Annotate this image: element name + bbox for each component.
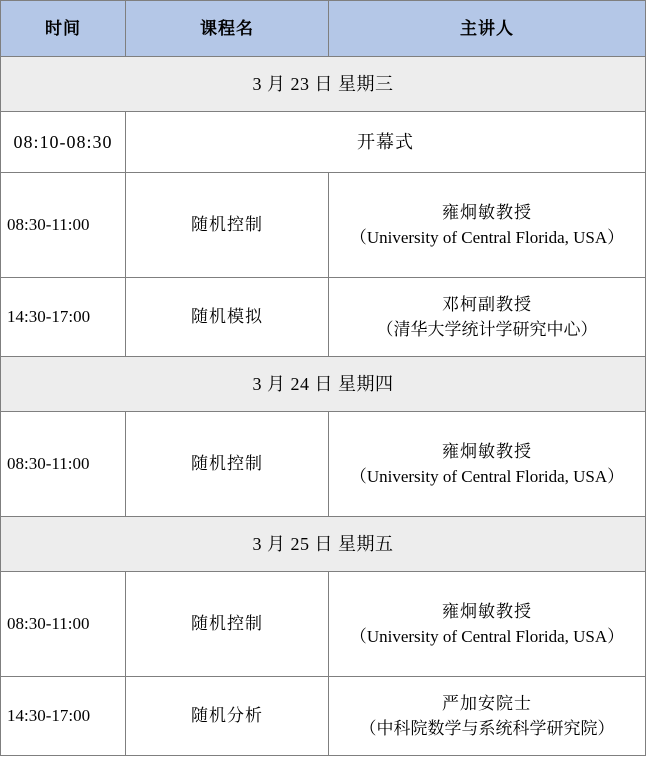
speaker-affiliation: （清华大学统计学研究中心）	[376, 320, 598, 339]
row-course: 随机控制	[126, 572, 329, 677]
day-label: 3 月 25 日 星期五	[1, 517, 646, 572]
table-row	[1, 112, 646, 173]
row-course: 随机分析	[126, 677, 329, 756]
row-time: 14:30-17:00	[1, 677, 126, 756]
speaker-name: 严加安院士	[442, 693, 532, 713]
day-separator-row	[1, 517, 646, 572]
row-speaker	[329, 412, 646, 517]
speaker-name: 雍炯敏教授	[442, 601, 532, 621]
row-course: 随机模拟	[126, 278, 329, 357]
table-row	[1, 173, 646, 278]
speaker-affiliation: （中科院数学与系统科学研究院）	[359, 719, 615, 738]
row-merged-title: 开幕式	[126, 112, 646, 173]
table-header	[1, 1, 646, 57]
column-header-time: 时间	[1, 1, 126, 57]
row-time: 08:30-11:00	[1, 412, 126, 517]
day-separator-row	[1, 57, 646, 112]
row-time: 08:30-11:00	[1, 173, 126, 278]
table-row	[1, 572, 646, 677]
speaker-affiliation: （University of Central Florida, USA）	[349, 627, 625, 646]
header-row	[1, 1, 646, 57]
day-label: 3 月 23 日 星期三	[1, 57, 646, 112]
speaker-name: 雍炯敏教授	[442, 441, 532, 461]
row-speaker	[329, 677, 646, 756]
row-time: 14:30-17:00	[1, 278, 126, 357]
row-speaker	[329, 278, 646, 357]
speaker-name: 邓柯副教授	[442, 294, 532, 314]
row-time: 08:30-11:00	[1, 572, 126, 677]
day-separator-row	[1, 357, 646, 412]
table-row	[1, 412, 646, 517]
row-course: 随机控制	[126, 412, 329, 517]
column-header-speaker: 主讲人	[329, 1, 646, 57]
row-speaker	[329, 572, 646, 677]
row-time: 08:10-08:30	[1, 112, 126, 173]
speaker-affiliation: （University of Central Florida, USA）	[349, 228, 625, 247]
table-row	[1, 677, 646, 756]
table-row	[1, 278, 646, 357]
row-course: 随机控制	[126, 173, 329, 278]
speaker-name: 雍炯敏教授	[442, 202, 532, 222]
row-speaker	[329, 173, 646, 278]
column-header-course: 课程名	[126, 1, 329, 57]
speaker-affiliation: （University of Central Florida, USA）	[349, 467, 625, 486]
table-body	[1, 57, 646, 756]
day-label: 3 月 24 日 星期四	[1, 357, 646, 412]
